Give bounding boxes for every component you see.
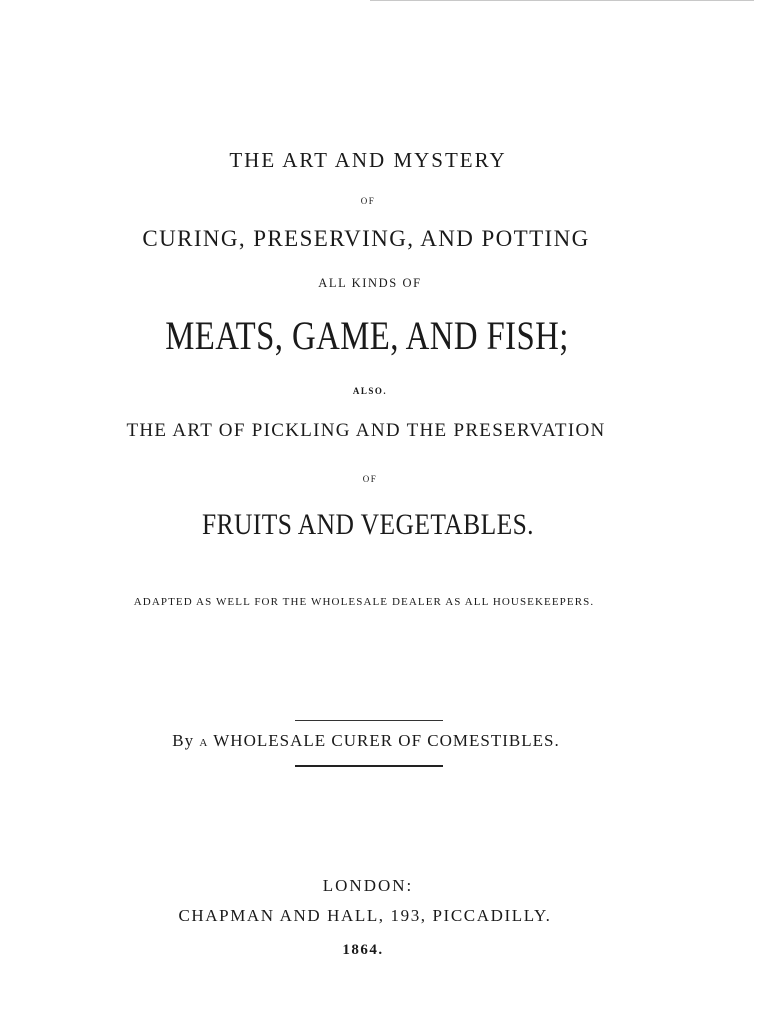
author-line	[0, 731, 732, 751]
title-line-meats-game-fish: MEATS, GAME, AND FISH;	[165, 313, 569, 358]
title-line-fruits-vegetables: FRUITS AND VEGETABLES.	[201, 508, 534, 541]
title-connector-of-2: OF	[362, 474, 378, 484]
title-line-art-and-mystery: THE ART AND MYSTERY	[229, 148, 507, 172]
top-edge-rule	[370, 0, 754, 1]
title-line-curing: CURING, PRESERVING, AND POTTING	[142, 226, 590, 251]
imprint-publisher: CHAPMAN AND HALL, 193, PICCADILLY.	[178, 906, 552, 925]
author-rule-top	[295, 720, 443, 721]
imprint-year: 1864.	[342, 942, 384, 958]
title-line-all-kinds: ALL KINDS OF	[318, 276, 422, 290]
title-line-pickling: THE ART OF PICKLING AND THE PRESERVATION	[126, 420, 606, 441]
author-a: A	[199, 737, 209, 749]
title-connector-of: OF	[360, 196, 376, 206]
title-connector-also: ALSO.	[352, 386, 388, 396]
author-by: By	[172, 731, 195, 750]
imprint-city: LONDON:	[322, 876, 414, 895]
author-rule-bottom	[295, 765, 443, 767]
author-description: WHOLESALE CURER OF COMESTIBLES.	[213, 731, 560, 750]
subtitle: ADAPTED AS WELL FOR THE WHOLESALE DEALER AS ALL HOUSEKEEPERS.	[133, 596, 595, 608]
